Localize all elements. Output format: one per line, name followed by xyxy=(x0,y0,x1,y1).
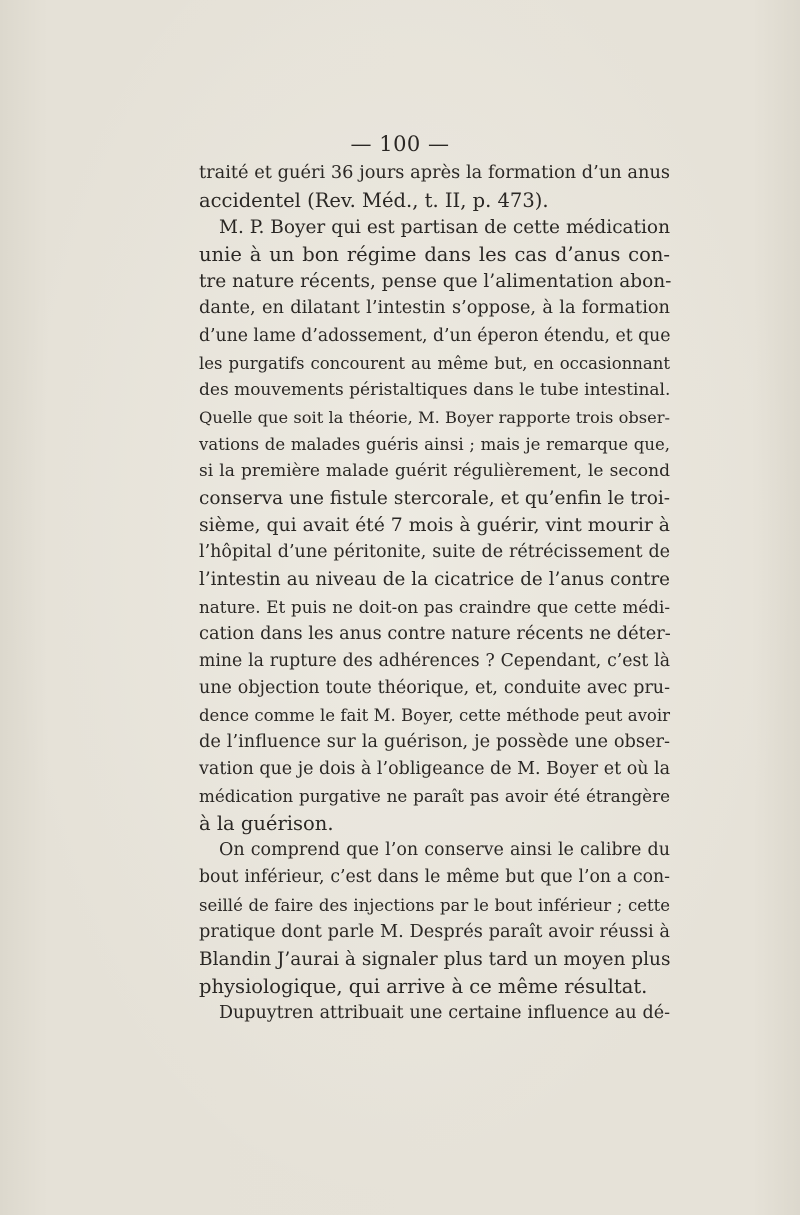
text-line: seillé de faire des injections par le bout inférieur ; cette xyxy=(199,895,670,915)
text-line: pratique dont parle M. Després paraît avoir réussi à xyxy=(199,921,670,942)
text-line: cation dans les anus contre nature récents ne déter- xyxy=(199,623,671,644)
page-number: — 100 — xyxy=(350,132,450,156)
text-line: l’intestin au niveau de la cicatrice de l’anus contre xyxy=(199,569,670,591)
text-line: bout inférieur, c’est dans le même but que l’on a con- xyxy=(199,867,670,888)
text-line: l’hôpital d’une péritonite, suite de rétrécissement de xyxy=(199,542,670,563)
text-line: tre nature récents, pense que l’alimentation abon- xyxy=(199,271,672,293)
text-line: conserva une fistule stercorale, et qu’enfin le troi- xyxy=(199,488,670,510)
text-line: sième, qui avait été 7 mois à guérir, vint mourir à xyxy=(199,515,670,537)
text-line: dante, en dilatant l’intestin s’oppose, à la formation xyxy=(199,298,670,319)
text-line: M. P. Boyer qui est partisan de cette médication xyxy=(219,217,670,239)
text-line: les purgatifs concourent au même but, en occasionnant xyxy=(199,353,670,373)
text-line: Blandin J’aurai à signaler plus tard un moyen plus xyxy=(199,948,671,970)
text-line: vation que je dois à l’obligeance de M. Boyer et où la xyxy=(199,759,671,780)
text-line: unie à un bon régime dans les cas d’anus con- xyxy=(199,243,670,267)
text-line: une objection toute théorique, et, conduite avec pru- xyxy=(199,677,670,698)
text-line: nature. Et puis ne doit-on pas craindre que cette médi- xyxy=(199,596,670,617)
body-text xyxy=(199,160,670,1027)
text-line: d’une lame d’adossement, d’un éperon étendu, et que xyxy=(199,325,671,346)
text-line: vations de malades guéris ainsi ; mais je remarque que, xyxy=(199,434,670,454)
text-line: traité et guéri 36 jours après la formation d’un anus xyxy=(199,163,670,183)
text-line: mine la rupture des adhérences ? Cependant, c’est là xyxy=(199,650,670,671)
text-line: des mouvements péristaltiques dans le tube intestinal. xyxy=(199,379,671,400)
text-line: physiologique, qui arrive à ce même résultat. xyxy=(199,974,648,998)
text-line: On comprend que l’on conserve ainsi le calibre du xyxy=(219,840,670,861)
text-line: de l’influence sur la guérison, je possède une obser- xyxy=(199,731,670,752)
text-line: Dupuytren attribuait une certaine influence au dé- xyxy=(219,1002,670,1023)
text-line: accidentel (Rev. Méd., t. II, p. 473). xyxy=(199,189,549,213)
text-line: si la première malade guérit régulièrement, le second xyxy=(199,461,670,482)
text-line: Quelle que soit la théorie, M. Boyer rapporte trois obser- xyxy=(199,407,670,427)
text-line: médication purgative ne paraît pas avoir été étrangère xyxy=(199,786,670,807)
text-line: dence comme le fait M. Boyer, cette méthode peut avoir xyxy=(199,705,670,725)
text-line: à la guérison. xyxy=(199,812,334,836)
